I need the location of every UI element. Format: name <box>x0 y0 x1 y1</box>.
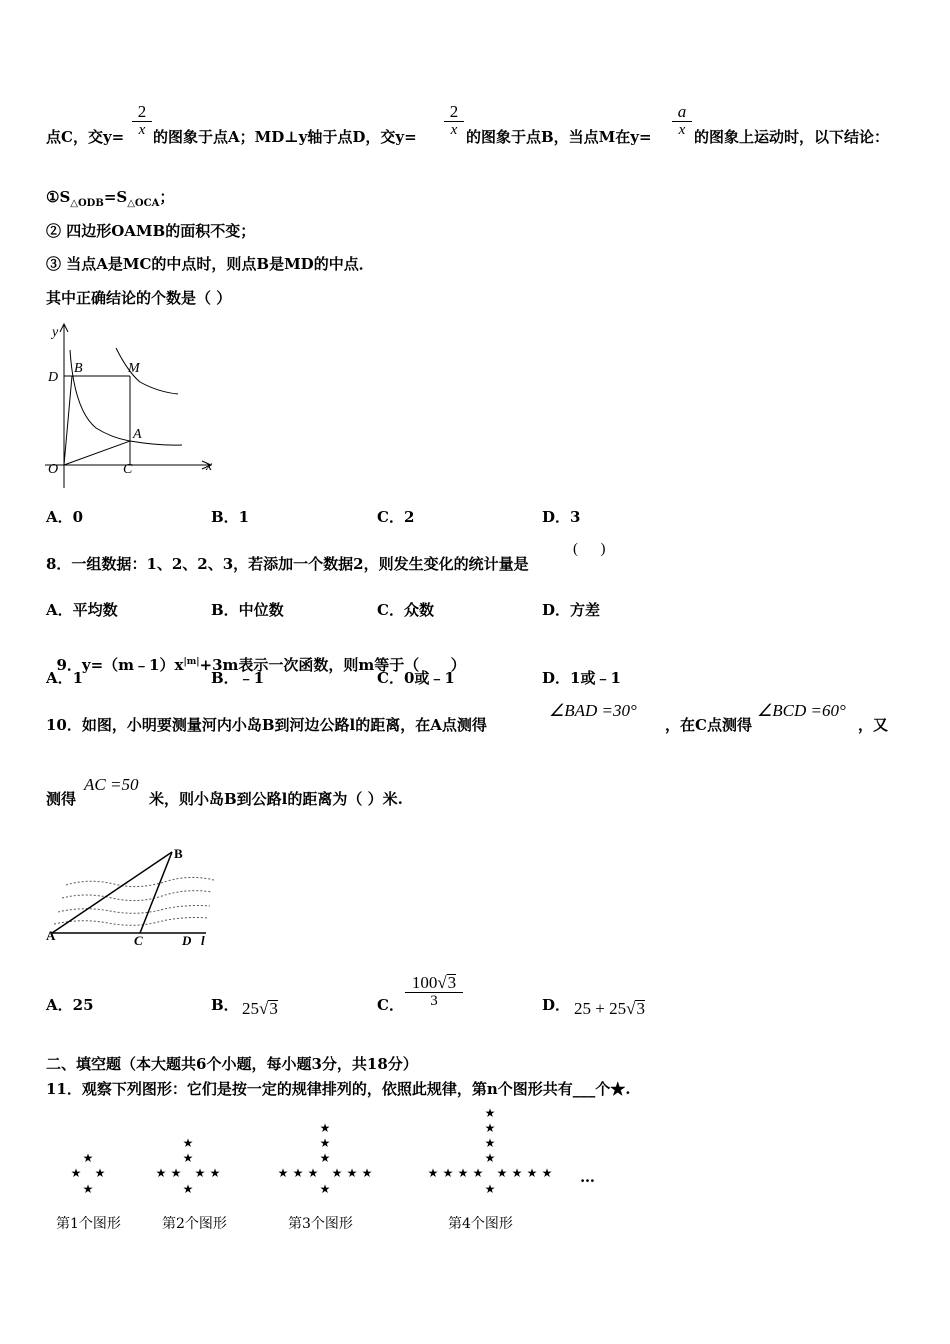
q9-option-b[interactable]: B．﹣1 <box>211 669 265 687</box>
star-icon: ★ <box>496 1166 508 1180</box>
q7-graph <box>40 320 230 490</box>
q8-option-a[interactable]: A．平均数 <box>46 601 118 619</box>
q10-option-d-expr[interactable]: 25 + 25√3 <box>574 999 645 1018</box>
q7-option-b[interactable]: B．1 <box>211 508 250 526</box>
q9-option-c[interactable]: C．0或﹣1 <box>377 669 455 687</box>
star-icon: ★ <box>94 1166 106 1180</box>
q7-line1-part3: 的图象于点B，当点M在y= <box>466 128 652 146</box>
q9-option-a[interactable]: A．1 <box>46 669 84 687</box>
q10-text-5: 米，则小岛B到公路l的距离为（ ）米. <box>149 790 403 808</box>
star-icon: ★ <box>82 1182 94 1196</box>
star-icon: ★ <box>484 1136 496 1150</box>
q7-statement-2: ② 四边形OAMB的面积不变； <box>46 222 256 240</box>
river-label-B: B <box>174 846 183 861</box>
star-icon: ★ <box>182 1151 194 1165</box>
q9-text: 9．$y=(m﹣1)x^{|m|}+3m$表示一次函数，则m等于（ ） <box>56 656 466 674</box>
q8-option-c[interactable]: C．众数 <box>377 601 434 619</box>
graph-label-A: A <box>133 427 142 442</box>
q7-line1-part1: 点C，交y= <box>46 128 125 146</box>
q10-river-figure <box>44 840 224 950</box>
star-icon: ★ <box>361 1166 373 1180</box>
star-icon: ★ <box>292 1166 304 1180</box>
q11-caption-4: 第4个图形 <box>448 1216 513 1232</box>
q9-option-d[interactable]: D．1或﹣1 <box>542 669 621 687</box>
star-icon: ★ <box>484 1151 496 1165</box>
q8-option-d[interactable]: D．方差 <box>542 601 601 619</box>
star-icon: ★ <box>70 1166 82 1180</box>
star-icon: ★ <box>319 1182 331 1196</box>
graph-label-y: y <box>52 325 59 340</box>
star-icon: ★ <box>307 1166 319 1180</box>
q11-star-figures <box>40 1105 620 1215</box>
q10-option-a[interactable]: A．25 <box>46 996 94 1014</box>
star-icon: ★ <box>209 1166 221 1180</box>
q7-option-c[interactable]: C．2 <box>377 508 415 526</box>
star-icon: ★ <box>526 1166 538 1180</box>
q10-text-4: 测得 <box>46 790 77 808</box>
q11-text: 11．观察下列图形：它们是按一定的规律排列的，依照此规律，第n个图形共有___个★. <box>46 1080 631 1098</box>
graph-label-M: M <box>128 361 140 376</box>
star-icon: ★ <box>442 1166 454 1180</box>
star-icon: ★ <box>484 1106 496 1120</box>
graph-label-O: O <box>48 462 59 477</box>
q7-fraction-3: a x <box>672 103 692 139</box>
star-icon: ★ <box>457 1166 469 1180</box>
q10-option-c-fraction[interactable]: 100√3 3 <box>405 974 463 1010</box>
graph-label-B: B <box>74 361 83 376</box>
q10-option-b-expr[interactable]: 25√3 <box>242 999 278 1018</box>
river-label-C: C <box>134 933 143 948</box>
q10-option-c-label[interactable]: C． <box>377 996 404 1014</box>
q7-option-a[interactable]: A．0 <box>46 508 84 526</box>
q10-text-2: ，在C点测得 <box>665 716 752 734</box>
q7-statement-3: ③ 当点A是MC的中点时，则点B是MD的中点． <box>46 255 374 273</box>
star-icon: ★ <box>319 1136 331 1150</box>
q10-text-3: ，又 <box>858 716 889 734</box>
star-icon: ★ <box>427 1166 439 1180</box>
star-icon: ★ <box>319 1151 331 1165</box>
star-icon: ★ <box>194 1166 206 1180</box>
graph-label-D: D <box>48 370 59 385</box>
graph-label-C: C <box>123 462 133 477</box>
river-label-l: l <box>201 933 205 948</box>
q7-fraction-1: 2 x <box>132 103 152 139</box>
star-icon: ★ <box>484 1182 496 1196</box>
q8-text: 8．一组数据：1、2、2、3，若添加一个数据2，则发生变化的统计量是 <box>46 555 529 573</box>
q7-option-d[interactable]: D．3 <box>542 508 581 526</box>
star-icon: ★ <box>319 1121 331 1135</box>
q10-option-d-label[interactable]: D． <box>542 996 571 1014</box>
star-icon: ★ <box>182 1136 194 1150</box>
star-icon: ★ <box>331 1166 343 1180</box>
star-icon: ★ <box>170 1166 182 1180</box>
q7-statement-1: $①S_{\triangle ODB}=S_{\triangle OCA}$； <box>46 188 175 209</box>
star-icon: ★ <box>541 1166 553 1180</box>
section-heading: 二、填空题（本大题共6个小题，每小题3分，共18分） <box>46 1055 418 1073</box>
star-icon: ★ <box>472 1166 484 1180</box>
q11-caption-3: 第3个图形 <box>288 1216 353 1232</box>
graph-label-x: x <box>206 459 213 474</box>
star-icon: ★ <box>155 1166 167 1180</box>
river-label-D: D <box>182 933 192 948</box>
star-icon: ★ <box>511 1166 523 1180</box>
star-icon: ★ <box>82 1151 94 1165</box>
q8-option-b[interactable]: B．中位数 <box>211 601 284 619</box>
q11-caption-1: 第1个图形 <box>56 1216 121 1232</box>
q11-ellipsis: … <box>580 1168 595 1186</box>
q7-fraction-2: 2 x <box>444 103 464 139</box>
river-label-A: A <box>46 928 56 943</box>
q10-option-b-label[interactable]: B． <box>211 996 239 1014</box>
star-icon: ★ <box>182 1182 194 1196</box>
q11-caption-2: 第2个图形 <box>162 1216 227 1232</box>
q7-line1-part2: 的图象于点A；MD⊥y轴于点D，交y= <box>153 128 417 146</box>
q8-answer-paren: ( ) <box>573 541 606 557</box>
q10-angle-bcd: ∠BCD =60° <box>757 701 846 720</box>
star-icon: ★ <box>484 1121 496 1135</box>
q7-question: 其中正确结论的个数是（ ） <box>46 289 232 307</box>
q7-line1-part4: 的图象上运动时，以下结论： <box>694 128 890 146</box>
star-icon: ★ <box>346 1166 358 1180</box>
q10-text-1: 10．如图，小明要测量河内小岛B到河边公路l的距离，在A点测得 <box>46 716 487 734</box>
star-icon: ★ <box>277 1166 289 1180</box>
q10-angle-bad: ∠BAD =30° <box>549 701 637 720</box>
q10-ac-length: AC =50 <box>84 775 139 794</box>
